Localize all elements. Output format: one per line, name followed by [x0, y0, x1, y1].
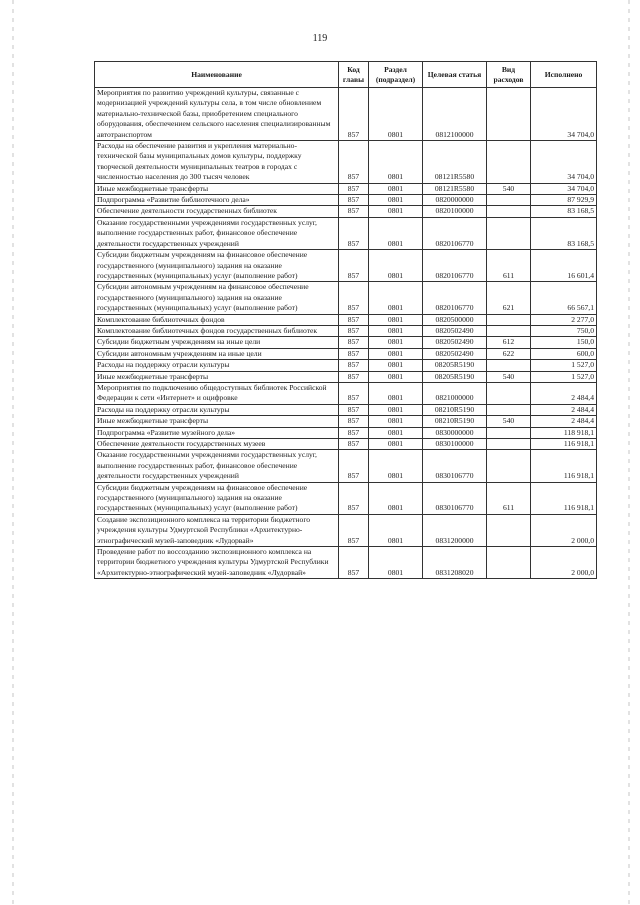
cell-target: 0830106770 [423, 450, 487, 482]
cell-section: 0801 [369, 337, 423, 348]
cell-done: 34 704,0 [531, 88, 597, 141]
cell-target: 0830106770 [423, 482, 487, 514]
table-row [95, 514, 597, 546]
cell-done: 600,0 [531, 348, 597, 359]
cell-name: Подпрограмма «Развитие библиотечного дела» [95, 195, 339, 206]
cell-name: Подпрограмма «Развитие музейного дела» [95, 427, 339, 438]
cell-name: Иные межбюджетные трансферты [95, 183, 339, 194]
table-row [95, 450, 597, 482]
cell-type: 622 [487, 348, 531, 359]
cell-type [487, 514, 531, 546]
cell-section: 0801 [369, 183, 423, 194]
table-row [95, 88, 597, 141]
cell-target: 08210R5190 [423, 404, 487, 415]
cell-type [487, 404, 531, 415]
cell-section: 0801 [369, 314, 423, 325]
cell-type: 611 [487, 482, 531, 514]
cell-target: 0820106770 [423, 217, 487, 249]
scan-edge-right [628, 0, 630, 905]
cell-target: 0830100000 [423, 439, 487, 450]
cell-target: 0820502490 [423, 337, 487, 348]
cell-code: 857 [339, 337, 369, 348]
cell-code: 857 [339, 416, 369, 427]
cell-target: 0820100000 [423, 206, 487, 217]
cell-section: 0801 [369, 325, 423, 336]
header-done: Исполнено [531, 62, 597, 88]
cell-section: 0801 [369, 404, 423, 415]
cell-target: 0820502490 [423, 325, 487, 336]
cell-type: 612 [487, 337, 531, 348]
table-row [95, 371, 597, 382]
cell-code: 857 [339, 360, 369, 371]
cell-section: 0801 [369, 88, 423, 141]
cell-name: Проведение работ по воссозданию экспозиционного комплекса на территории бюджетного учреждения культуры Удмуртской Республики «Архитектурно-этнографический музей-заповедник «Лудорвай» [95, 547, 339, 579]
cell-type [487, 547, 531, 579]
cell-done: 1 527,0 [531, 360, 597, 371]
cell-target: 0830000000 [423, 427, 487, 438]
cell-section: 0801 [369, 282, 423, 314]
table-row [95, 206, 597, 217]
cell-code: 857 [339, 141, 369, 184]
cell-name: Оказание государственными учреждениями государственных услуг, выполнение государственных работ, финансовое обеспечение деятельности государственных учреждений [95, 217, 339, 249]
cell-name: Мероприятия по подключению общедоступных библиотек Российской Федерации к сети «Интернет» и оцифровке [95, 382, 339, 404]
cell-section: 0801 [369, 141, 423, 184]
cell-section: 0801 [369, 382, 423, 404]
cell-code: 857 [339, 314, 369, 325]
cell-name: Расходы на поддержку отрасли культуры [95, 360, 339, 371]
cell-target: 08210R5190 [423, 416, 487, 427]
cell-done: 2 484,4 [531, 382, 597, 404]
cell-target: 0820000000 [423, 195, 487, 206]
cell-done: 83 168,5 [531, 206, 597, 217]
cell-section: 0801 [369, 416, 423, 427]
cell-name: Расходы на обеспечение развития и укрепления материально-технической базы муниципальных домов культуры, поддержку творческой деятельности муниципальных театров в городах с численностью населения до 300 тысяч человек [95, 141, 339, 184]
cell-code: 857 [339, 282, 369, 314]
cell-section: 0801 [369, 195, 423, 206]
cell-section: 0801 [369, 427, 423, 438]
cell-code: 857 [339, 547, 369, 579]
cell-name: Иные межбюджетные трансферты [95, 371, 339, 382]
cell-done: 2 277,0 [531, 314, 597, 325]
cell-section: 0801 [369, 206, 423, 217]
cell-code: 857 [339, 482, 369, 514]
table-row [95, 195, 597, 206]
table-row [95, 325, 597, 336]
cell-type [487, 382, 531, 404]
cell-type [487, 427, 531, 438]
cell-code: 857 [339, 348, 369, 359]
cell-type: 540 [487, 416, 531, 427]
cell-name: Комплектование библиотечных фондов государственных библиотек [95, 325, 339, 336]
cell-target: 08205R5190 [423, 371, 487, 382]
header-target: Целевая статья [423, 62, 487, 88]
cell-name: Субсидии автономным учреждениям на финансовое обеспечение государственного (муниципального) задания на оказание государственных (муниципальных) услуг (выполнение работ) [95, 282, 339, 314]
cell-section: 0801 [369, 547, 423, 579]
cell-type [487, 325, 531, 336]
cell-done: 116 918,1 [531, 482, 597, 514]
cell-done: 150,0 [531, 337, 597, 348]
cell-code: 857 [339, 450, 369, 482]
cell-target: 0812100000 [423, 88, 487, 141]
cell-done: 34 704,0 [531, 141, 597, 184]
cell-type [487, 195, 531, 206]
cell-section: 0801 [369, 514, 423, 546]
scan-edge-left [12, 0, 14, 905]
cell-name: Иные межбюджетные трансферты [95, 416, 339, 427]
table-row [95, 416, 597, 427]
cell-section: 0801 [369, 482, 423, 514]
cell-section: 0801 [369, 348, 423, 359]
cell-name: Обеспечение деятельности государственных библиотек [95, 206, 339, 217]
cell-target: 0831208020 [423, 547, 487, 579]
table-header-row [95, 62, 597, 88]
cell-section: 0801 [369, 450, 423, 482]
cell-section: 0801 [369, 250, 423, 282]
cell-type [487, 314, 531, 325]
cell-name: Субсидии автономным учреждениям на иные цели [95, 348, 339, 359]
cell-name: Субсидии бюджетным учреждениям на иные цели [95, 337, 339, 348]
cell-type [487, 217, 531, 249]
table-row [95, 141, 597, 184]
cell-code: 857 [339, 427, 369, 438]
page-number: 119 [312, 33, 328, 44]
cell-done: 2 000,0 [531, 514, 597, 546]
cell-code: 857 [339, 382, 369, 404]
cell-type [487, 450, 531, 482]
table-body [95, 88, 597, 579]
cell-name: Обеспечение деятельности государственных музеев [95, 439, 339, 450]
cell-name: Комплектование библиотечных фондов [95, 314, 339, 325]
cell-done: 750,0 [531, 325, 597, 336]
cell-done: 2 000,0 [531, 547, 597, 579]
cell-code: 857 [339, 404, 369, 415]
cell-name: Расходы на поддержку отрасли культуры [95, 404, 339, 415]
cell-code: 857 [339, 514, 369, 546]
cell-section: 0801 [369, 360, 423, 371]
cell-done: 118 918,1 [531, 427, 597, 438]
table-row [95, 382, 597, 404]
cell-type: 540 [487, 371, 531, 382]
table-row [95, 404, 597, 415]
cell-section: 0801 [369, 217, 423, 249]
cell-code: 857 [339, 217, 369, 249]
cell-done: 2 484,4 [531, 404, 597, 415]
cell-target: 0820106770 [423, 250, 487, 282]
cell-target: 08121R5580 [423, 141, 487, 184]
cell-code: 857 [339, 206, 369, 217]
cell-done: 1 527,0 [531, 371, 597, 382]
cell-type: 621 [487, 282, 531, 314]
cell-name: Мероприятия по развитию учреждений культуры, связанные с модернизацией учреждений культуры села, в том числе обновлением материально-технической базы, приобретением специального оборудования, обеспечением сельского населения специализированным автотранспортом [95, 88, 339, 141]
cell-code: 857 [339, 183, 369, 194]
table-row [95, 217, 597, 249]
cell-type: 611 [487, 250, 531, 282]
cell-done: 83 168,5 [531, 217, 597, 249]
cell-code: 857 [339, 250, 369, 282]
cell-type [487, 88, 531, 141]
table-row [95, 183, 597, 194]
header-section: Раздел (подраздел) [369, 62, 423, 88]
cell-name: Субсидии бюджетным учреждениям на финансовое обеспечение государственного (муниципального) задания на оказание государственных (муниципальных) услуг (выполнение работ) [95, 250, 339, 282]
table-row [95, 439, 597, 450]
cell-done: 16 601,4 [531, 250, 597, 282]
cell-name: Субсидии бюджетным учреждениям на финансовое обеспечение государственного (муниципального) задания на оказание государственных (муниципальных) услуг (выполнение работ) [95, 482, 339, 514]
cell-done: 66 567,1 [531, 282, 597, 314]
header-code: Код главы [339, 62, 369, 88]
cell-done: 116 918,1 [531, 450, 597, 482]
cell-type [487, 360, 531, 371]
cell-type [487, 206, 531, 217]
header-type: Вид расходов [487, 62, 531, 88]
table-row [95, 250, 597, 282]
table-row [95, 314, 597, 325]
cell-code: 857 [339, 439, 369, 450]
cell-target: 0831200000 [423, 514, 487, 546]
cell-section: 0801 [369, 371, 423, 382]
cell-target: 0820502490 [423, 348, 487, 359]
cell-type [487, 439, 531, 450]
cell-type: 540 [487, 183, 531, 194]
cell-name: Оказание государственными учреждениями государственных услуг, выполнение государственных работ, финансовое обеспечение деятельности государственных учреждений [95, 450, 339, 482]
cell-code: 857 [339, 195, 369, 206]
cell-code: 857 [339, 371, 369, 382]
table-row [95, 427, 597, 438]
cell-done: 116 918,1 [531, 439, 597, 450]
cell-target: 08121R5580 [423, 183, 487, 194]
budget-table [94, 61, 597, 579]
header-name: Наименование [95, 62, 339, 88]
cell-type [487, 141, 531, 184]
table-row [95, 337, 597, 348]
table-row [95, 482, 597, 514]
cell-target: 08205R5190 [423, 360, 487, 371]
cell-section: 0801 [369, 439, 423, 450]
cell-target: 0821000000 [423, 382, 487, 404]
cell-done: 87 929,9 [531, 195, 597, 206]
cell-target: 0820106770 [423, 282, 487, 314]
cell-done: 2 484,4 [531, 416, 597, 427]
table-row [95, 282, 597, 314]
table-row [95, 547, 597, 579]
cell-code: 857 [339, 88, 369, 141]
cell-done: 34 704,0 [531, 183, 597, 194]
table-row [95, 348, 597, 359]
table-row [95, 360, 597, 371]
cell-target: 0820500000 [423, 314, 487, 325]
cell-code: 857 [339, 325, 369, 336]
cell-name: Создание экспозиционного комплекса на территории бюджетного учреждения культуры Удмуртской Республики «Архитектурно-этнографический музей-заповедник «Лудорвай» [95, 514, 339, 546]
